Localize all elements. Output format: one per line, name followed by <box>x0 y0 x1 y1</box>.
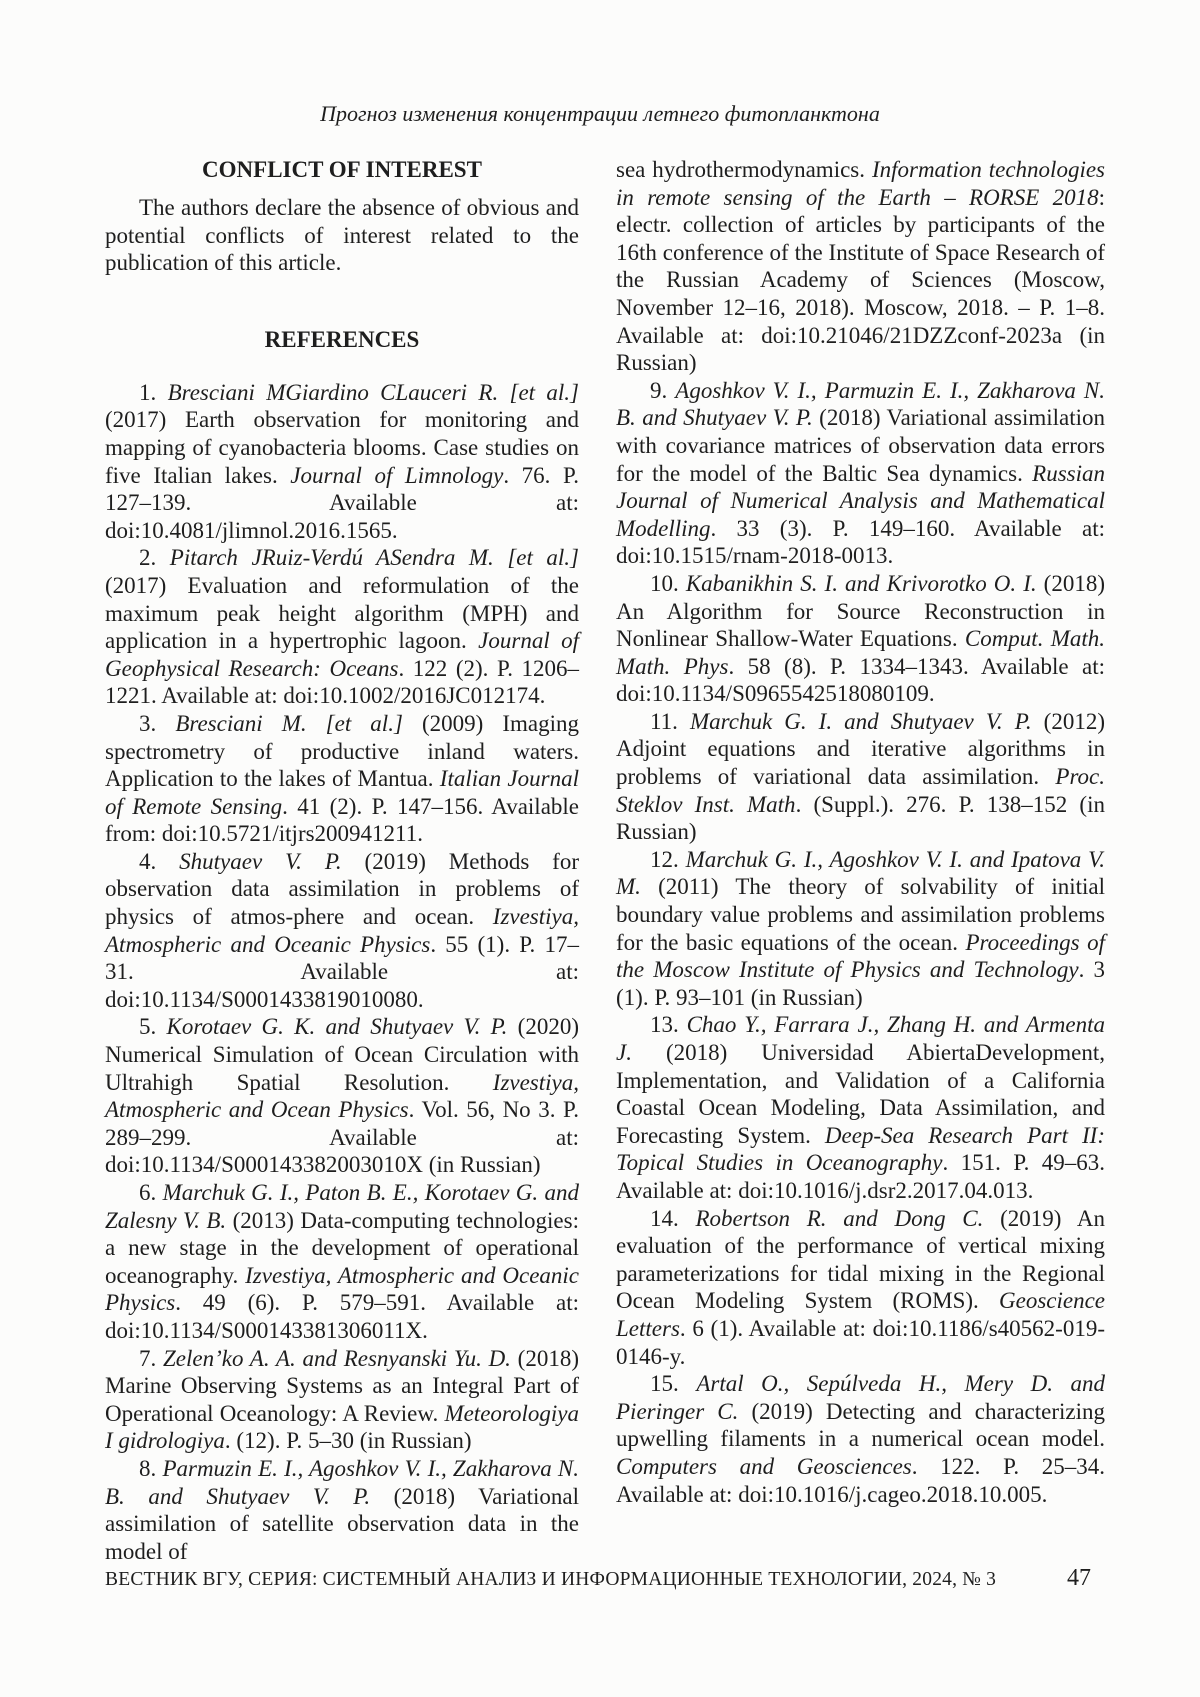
reference-text-segment: Proceedings of the Moscow Institute of Physics and Technology <box>616 929 1105 983</box>
reference-text-segment: : electr. collection of articles by participants of the 16th conference of the Institute of Space Research of the Russian Academy of Sciences (Moscow, November 12–16, 2018). Moscow, 2018. – P. 1–8. Available at: doi:10.21046/21DZZconf-2023a (in Russian) <box>616 184 1105 376</box>
reference-text-segment: 9. <box>650 377 676 403</box>
reference-text-segment: . 49 (6). P. 579–591. Available at: doi:10.1134/S000143381306011X. <box>105 1290 579 1343</box>
reference-item <box>105 710 579 848</box>
reference-text-segment: (2020) Numerical Simulation of Ocean Circulation with Ultrahigh Spatial Resolution. <box>105 1014 579 1095</box>
reference-text-segment: Agoshkov V. I., Parmuzin E. I., Zakharova N. B. and Shutyaev V. P. <box>616 377 1106 431</box>
reference-item <box>616 846 1105 1012</box>
reference-text-segment: Artal O., Sepúlveda H., Mery D. and Pieringer C. <box>616 1371 1106 1424</box>
reference-text-segment: Deep-Sea Research Part II: Topical Studies in Oceanography <box>616 1122 1105 1176</box>
reference-text-segment: Italian Journal of Remote Sensing <box>105 766 579 819</box>
reference-text-segment: 14. <box>650 1205 696 1231</box>
reference-item <box>105 848 579 1014</box>
reference-text-segment: Proc. Steklov Inst. Math <box>616 764 1105 817</box>
reference-text-segment: . 122 (2). P. 1206–1221. Available at: doi:10.1002/2016JC012174. <box>105 655 580 709</box>
reference-text-segment: (2011) The theory of solvability of initial boundary value problems and assimilation problems for the basic equations of the ocean. <box>616 874 1105 955</box>
reference-text-segment: . Vol. 56, No 3. P. 289–299. Available at: doi:10.1134/S000143382003010X (in Russian) <box>105 1097 579 1178</box>
reference-text-segment: Izvestiya, Atmospheric and Ocean Physics <box>105 1069 579 1123</box>
reference-text-segment: (2019) Methods for observation data assimilation in problems of physics of atmos-phere and ocean. <box>105 848 580 930</box>
reference-text-segment: Information technologies in remote sensing of the Earth – RORSE 2018 <box>616 157 1106 210</box>
reference-item <box>616 708 1105 846</box>
reference-text-segment: 2. <box>139 545 170 571</box>
reference-text-segment: . 33 (3). P. 149–160. Available at: doi:10.1515/rnam-2018-0013. <box>616 515 1105 569</box>
reference-text-segment: 1. <box>139 379 168 405</box>
reference-text-segment: . (12). P. 5–30 (in Russian) <box>224 1428 472 1454</box>
conflict-of-interest-text: The authors declare the absence of obvious and potential conflicts of interest related to the publication of this article. <box>105 195 579 276</box>
page-footer <box>105 1565 1105 1593</box>
reference-text-segment: Meteorologiya I gidrologiya <box>105 1400 579 1454</box>
reference-text-segment: Robertson R. and Dong C. <box>695 1205 984 1231</box>
reference-text-segment: . 151. P. 49–63. Available at: doi:10.1016/j.dsr2.2017.04.013. <box>616 1150 1105 1203</box>
reference-text-segment: 3. <box>139 710 176 736</box>
reference-item <box>105 1013 579 1179</box>
reference-text-segment: (2013) Data-computing technologies: a new stage in the development of operational oceanography. <box>105 1207 579 1288</box>
reference-text-segment: Izvestiya, Atmospheric and Oceanic Physics <box>105 1262 579 1316</box>
reference-text-segment: (2009) Imaging spectrometry of productive inland waters. Application to the lakes of Mantua. <box>105 710 580 792</box>
reference-text-segment: (2012) Adjoint equations and iterative algorithms in problems of variational data assimilation. <box>616 708 1105 790</box>
conflict-of-interest-heading: CONFLICT OF INTEREST <box>202 157 482 182</box>
references-list-right <box>616 156 1105 1508</box>
reference-text-segment: Russian Journal of Numerical Analysis and Mathematical Modelling <box>616 460 1105 541</box>
reference-text-segment: Marchuk G. I., Paton B. E., Korotaev G. and Zalesny V. B. <box>105 1180 580 1233</box>
reference-text-segment: . 3 (1). P. 93–101 (in Russian) <box>616 957 1105 1010</box>
reference-text-segment: . 58 (8). P. 1334–1343. Available at: doi:10.1134/S0965542518080109. <box>616 653 1105 707</box>
reference-text-segment: (2017) Earth observation for monitoring and mapping of cyanobacteria blooms. Case studies on five Italian lakes. <box>105 407 579 488</box>
reference-text-segment: 10. <box>650 570 686 596</box>
reference-text-segment: Pitarch JRuiz-Verdú ASendra M. [et al.] <box>169 545 580 571</box>
reference-item <box>105 1455 579 1565</box>
reference-text-segment: . 6 (1). Available at: doi:10.1186/s40562-019-0146-y. <box>616 1315 1105 1369</box>
reference-text-segment: Journal of Geophysical Research: Oceans <box>105 628 579 681</box>
reference-text-segment: Journal of Limnology <box>290 462 504 488</box>
reference-text-segment: Parmuzin E. I., Agoshkov V. I., Zakharova N. B. and Shutyaev V. P. <box>105 1455 579 1509</box>
references-heading: REFERENCES <box>264 326 420 352</box>
reference-item <box>616 1205 1105 1371</box>
reference-item <box>616 377 1105 570</box>
reference-text-segment: 8. <box>139 1455 163 1481</box>
reference-text-segment: Bresciani M. [et al.] <box>175 710 403 736</box>
reference-text-segment: Izvestiya, Atmospheric and Oceanic Physics <box>105 904 579 957</box>
reference-text-segment: . 76. P. 127–139. Available at: doi:10.4081/jlimnol.2016.1565. <box>105 462 579 543</box>
reference-text-segment: (2018) Variational assimilation of satellite observation data in the model of <box>105 1483 580 1564</box>
reference-item <box>105 1345 579 1455</box>
reference-text-segment: Comput. Math. Math. Phys <box>616 626 1106 679</box>
reference-text-segment: Kabanikhin S. I. and Krivorotko O. I. <box>685 570 1037 596</box>
reference-text-segment: (2018) Marine Observing Systems as an Integral Part of Operational Oceanology: A Review. <box>105 1345 579 1426</box>
reference-text-segment: 15. <box>650 1371 697 1397</box>
reference-text-segment: Shutyaev V. P. <box>179 848 342 874</box>
reference-text-segment: 7. <box>139 1345 163 1371</box>
reference-item <box>105 1179 579 1345</box>
reference-text-segment: 5. <box>139 1014 167 1040</box>
reference-text-segment: 11. <box>650 708 690 734</box>
reference-item <box>616 1370 1105 1508</box>
reference-text-segment: Marchuk G. I. and Shutyaev V. P. <box>689 708 1032 734</box>
reference-text-segment: Marchuk G. I., Agoshkov V. I. and Ipatova V. M. <box>616 846 1106 900</box>
reference-text-segment: . (Suppl.). 276. P. 138–152 (in Russian) <box>616 791 1105 845</box>
running-title: Прогноз изменения концентрации летнего фитопланктона <box>320 101 880 126</box>
reference-text-segment: (2019) An evaluation of the performance of vertical mixing parameterizations for tidal mixing in the Regional Ocean Modeling System (ROMS). <box>616 1205 1105 1314</box>
reference-text-segment: Korotaev G. K. and Shutyaev V. P. <box>166 1014 508 1040</box>
reference-text-segment: (2018) Universidad AbiertaDevelopment, Implementation, and Validation of a California Coastal Ocean Modeling, Data Assimilation, and Forecasting System. <box>616 1040 1105 1148</box>
reference-text-segment: (2018) An Algorithm for Source Reconstruction in Nonlinear Shallow-Water Equations. <box>616 570 1105 652</box>
two-column-text <box>105 156 1105 1565</box>
right-column <box>616 156 1105 1565</box>
reference-text-segment: 6. <box>139 1180 163 1205</box>
reference-text-segment: 12. <box>650 846 686 872</box>
left-column <box>105 156 579 1565</box>
reference-item <box>616 570 1105 708</box>
reference-text-segment: . 55 (1). P. 17–31. Available at: doi:10.1134/S0001433819010080. <box>105 931 579 1012</box>
reference-item <box>105 544 579 710</box>
reference-text-segment: Computers and Geosciences <box>616 1453 912 1479</box>
reference-text-segment: 4. <box>139 848 180 874</box>
reference-text-segment: Chao Y., Farrara J., Zhang H. and Armenta J. <box>616 1012 1106 1065</box>
reference-text-segment: (2018) Variational assimilation with covariance matrices of observation data errors for the model of the Baltic Sea dynamics. <box>616 405 1106 486</box>
reference-item <box>616 156 1105 377</box>
reference-text-segment: Zelen’ko A. A. and Resnyanski Yu. D. <box>163 1345 511 1371</box>
page-number: 47 <box>1067 1565 1091 1591</box>
reference-text-segment: (2017) Evaluation and reformulation of the maximum peak height algorithm (MPH) and application in a hypertrophic lagoon. <box>105 572 579 654</box>
reference-item <box>105 379 579 545</box>
journal-footer-line: ВЕСТНИК ВГУ, СЕРИЯ: СИСТЕМНЫЙ АНАЛИЗ И ИНФОРМАЦИОННЫЕ ТЕХНОЛОГИИ, 2024, № 3 <box>105 1569 997 1590</box>
reference-text-segment: . 122. P. 25–34. Available at: doi:10.1016/j.cageo.2018.10.005. <box>616 1453 1105 1507</box>
reference-text-segment: Geoscience Letters <box>616 1288 1105 1341</box>
reference-text-segment: (2019) Detecting and characterizing upwelling filaments in a numerical ocean model. <box>616 1398 1105 1452</box>
reference-item <box>616 1011 1105 1204</box>
reference-text-segment: 13. <box>650 1012 687 1038</box>
reference-text-segment: Bresciani MGiardino CLauceri R. [et al.] <box>167 379 579 405</box>
reference-text-segment: sea hydrothermodynamics. <box>616 157 872 182</box>
reference-text-segment: . 41 (2). P. 147–156. Available from: doi:10.5721/itjrs200941211. <box>105 793 579 847</box>
references-list-left <box>105 379 579 1566</box>
